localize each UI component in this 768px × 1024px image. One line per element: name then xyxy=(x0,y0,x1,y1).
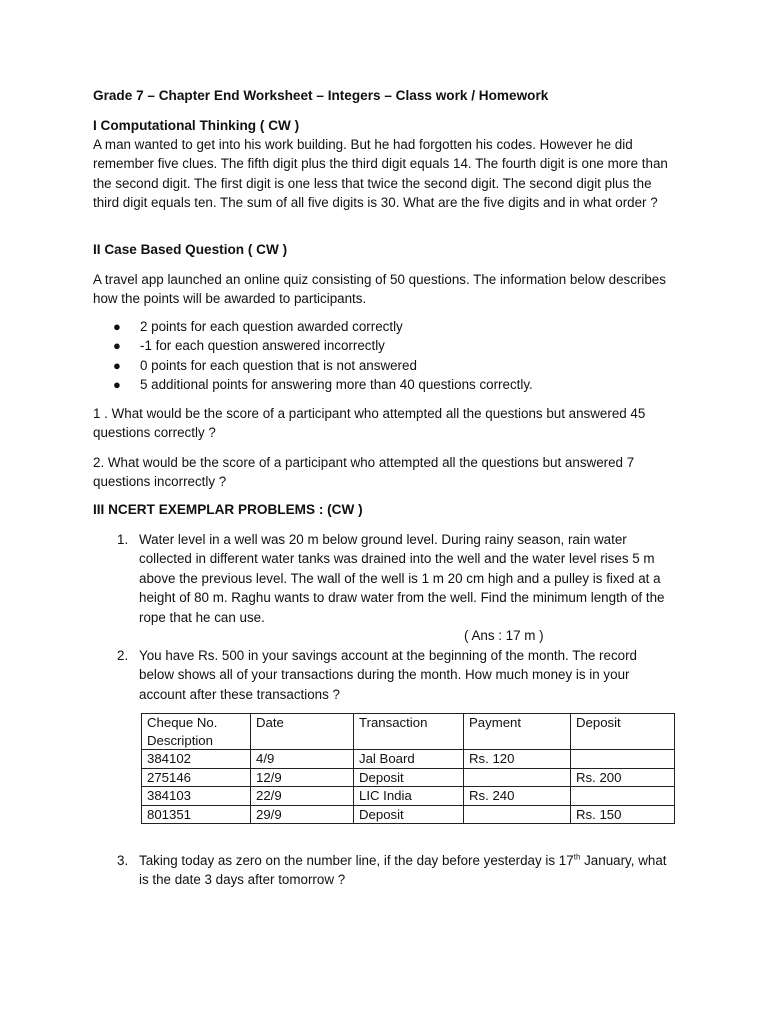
page-title: Grade 7 – Chapter End Worksheet – Integers – Class work / Homework xyxy=(93,88,549,103)
table-row xyxy=(142,768,675,787)
table-cell: 4/9 xyxy=(251,750,354,769)
table-cell: LIC India xyxy=(354,787,464,806)
table-cell: Deposit xyxy=(354,805,464,824)
column-header: Deposit xyxy=(571,714,675,750)
table-cell: Rs. 120 xyxy=(464,750,571,769)
table-cell: Deposit xyxy=(354,768,464,787)
column-header: Transaction xyxy=(354,714,464,750)
table-cell: Jal Board xyxy=(354,750,464,769)
problem-1-text: Water level in a well was 20 m below ground level. During rainy season, rain water collected in different water tanks was drained into the well and the water level rises 5 m above the previous level. The wall of the well is 1 m 20 cm high and a pulley is fixed at a height of 80 m. Raghu wants to draw water from the well. Find the minimum length of the rope that he can use. xyxy=(139,532,665,625)
problem-2-number: 2. xyxy=(117,648,129,663)
bullet-icon: ● xyxy=(113,377,121,393)
table-cell: 275146 xyxy=(142,768,251,787)
table-cell: 22/9 xyxy=(251,787,354,806)
problem-2-text: You have Rs. 500 in your savings account at the beginning of the month. The record below shows all of your transactions during the month. How much money is in your account after these transactions ? xyxy=(139,648,638,702)
table-row xyxy=(142,787,675,806)
problem-3-number: 3. xyxy=(117,853,129,868)
table-row xyxy=(142,750,675,769)
case-question-1: 1 . What would be the score of a participant who attempted all the questions but answered 45 questions correctly ? xyxy=(93,406,646,441)
section-1-text: A man wanted to get into his work building. But he had forgotten his codes. However he did remember five clues. The fifth digit plus the third digit equals 14. The fourth digit is one more than the second digit. The first digit is one less that twice the second digit. The second digit plus the third digit equals ten. The sum of all five digits is 30. What are the five digits and in what order ? xyxy=(93,137,668,211)
table-cell: 801351 xyxy=(142,805,251,824)
table-cell xyxy=(464,768,571,787)
problem-1-answer: ( Ans : 17 m ) xyxy=(464,628,544,643)
table-cell: 384103 xyxy=(142,787,251,806)
scoring-rules-list xyxy=(113,317,673,395)
ordinal-superscript: th xyxy=(573,852,581,862)
table-cell xyxy=(464,805,571,824)
table-cell: 29/9 xyxy=(251,805,354,824)
section-2-heading: II Case Based Question ( CW ) xyxy=(93,242,288,257)
table-cell: Rs. 150 xyxy=(571,805,675,824)
column-header: Payment xyxy=(464,714,571,750)
list-item: ● 0 points for each question that is not answered xyxy=(113,356,673,375)
list-item: ● -1 for each question answered incorrectly xyxy=(113,336,673,355)
table-cell: 384102 xyxy=(142,750,251,769)
table-cell: 12/9 xyxy=(251,768,354,787)
problem-3-text: Taking today as zero on the number line, if the day before yesterday is 17th January, what is the date 3 days after tomorrow ? xyxy=(139,852,667,888)
table-cell xyxy=(571,787,675,806)
table-header-row xyxy=(142,714,675,750)
transactions-table xyxy=(141,713,675,824)
table-row xyxy=(142,805,675,824)
case-question-2: 2. What would be the score of a participant who attempted all the questions but answered 7 questions incorrectly ? xyxy=(93,455,635,490)
bullet-icon: ● xyxy=(113,357,121,373)
section-1-heading: I Computational Thinking ( CW ) xyxy=(93,118,300,133)
table-cell xyxy=(571,750,675,769)
bullet-icon: ● xyxy=(113,338,121,354)
problem-1-number: 1. xyxy=(117,532,129,547)
section-2-intro: A travel app launched an online quiz consisting of 50 questions. The information below describes how the points will be awarded to participants. xyxy=(93,272,666,307)
column-header: Cheque No. Description xyxy=(142,714,251,750)
table-cell: Rs. 240 xyxy=(464,787,571,806)
section-3-heading: III NCERT EXEMPLAR PROBLEMS : (CW ) xyxy=(93,502,363,517)
list-item: ● 2 points for each question awarded correctly xyxy=(113,317,673,336)
column-header: Date xyxy=(251,714,354,750)
table-cell: Rs. 200 xyxy=(571,768,675,787)
list-item: ● 5 additional points for answering more than 40 questions correctly. xyxy=(113,375,673,394)
bullet-icon: ● xyxy=(113,319,121,334)
